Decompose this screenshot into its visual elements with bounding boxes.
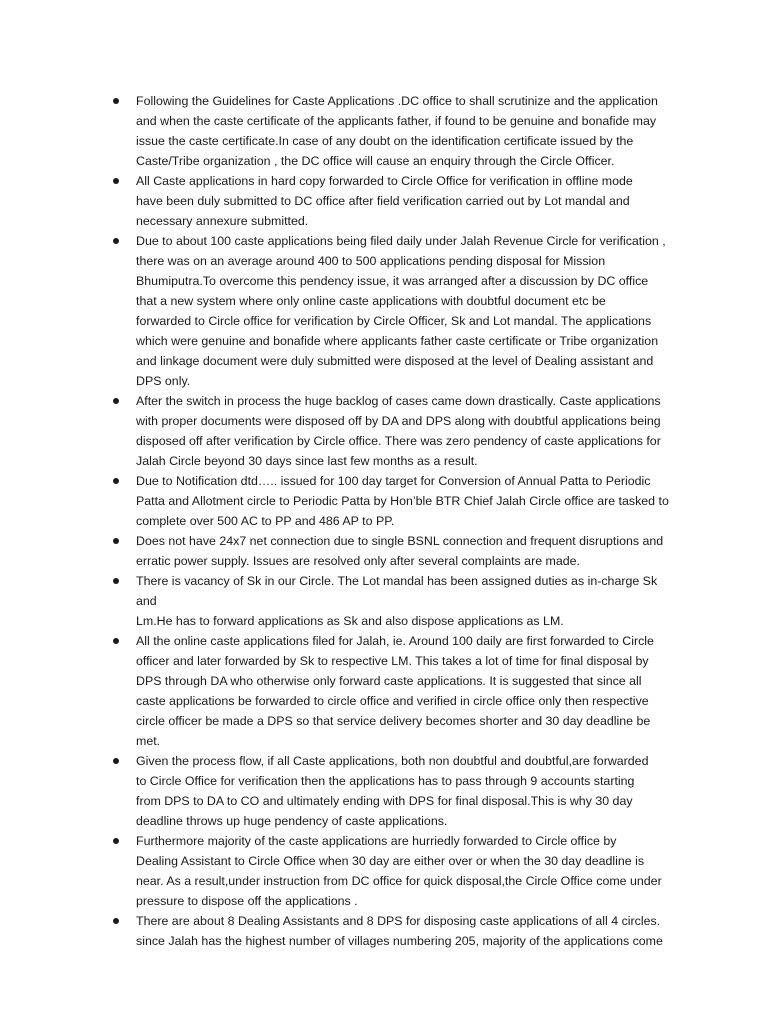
bullet-text-line: There are about 8 Dealing Assistants and 8 DPS for disposing caste applications of all 4 circles. xyxy=(136,914,661,928)
bullet-text-line: met. xyxy=(136,734,161,748)
bullet-text-line: Patta and Allotment circle to Periodic Patta by Hon’ble BTR Chief Jalah Circle office are tasked to xyxy=(136,494,669,508)
bullet-point-icon xyxy=(113,838,119,844)
bullet-item xyxy=(0,471,678,531)
bullet-text-line: to Circle Office for verification then the applications has to pass through 9 accounts starting xyxy=(136,774,635,788)
bullet-point-icon xyxy=(113,578,119,584)
bullet-item xyxy=(0,531,678,571)
bullet-text-line: Following the Guidelines for Caste Applications .DC office to shall scrutinize and the application xyxy=(136,94,658,108)
bullet-item xyxy=(0,571,678,631)
bullet-item xyxy=(0,91,678,171)
bullet-text-line: near. As a result,under instruction from DC office for quick disposal,the Circle Office come under xyxy=(136,874,662,888)
bullet-item xyxy=(0,831,678,911)
bullet-item xyxy=(0,631,678,751)
bullet-text-line: caste applications be forwarded to circle office and verified in circle office only then respective xyxy=(136,694,649,708)
bullet-item xyxy=(0,911,678,951)
bullet-text-line: circle officer be made a DPS so that service delivery becomes shorter and 30 day deadline be xyxy=(136,714,651,728)
bullet-text-line: Due to Notification dtd….. issued for 100 day target for Conversion of Annual Patta to Periodic xyxy=(136,474,651,488)
bullet-point-icon xyxy=(113,178,119,184)
bullet-item xyxy=(0,171,678,231)
bullet-point-icon xyxy=(113,638,119,644)
bullet-point-icon xyxy=(113,758,119,764)
bullet-text-line: forwarded to Circle office for verification by Circle Officer, Sk and Lot mandal. The applications xyxy=(136,314,652,328)
bullet-text-line: disposed off after verification by Circle office. There was zero pendency of caste applications for xyxy=(136,434,661,448)
bullet-text-line: All the online caste applications filed for Jalah, ie. Around 100 daily are first forwarded to Circle xyxy=(136,634,654,648)
bullet-text-line: Furthermore majority of the caste applications are hurriedly forwarded to Circle office by xyxy=(136,834,617,848)
bullet-text-line: have been duly submitted to DC office after field verification carried out by Lot mandal and xyxy=(136,194,630,208)
bullet-text-line: Caste/Tribe organization , the DC office will cause an enquiry through the Circle Officer. xyxy=(136,154,615,168)
bullet-point-icon xyxy=(113,98,119,104)
bullet-item xyxy=(0,391,678,471)
bullet-text-line: Bhumiputra.To overcome this pendency issue, it was arranged after a discussion by DC office xyxy=(136,274,649,288)
bullet-text-line: All Caste applications in hard copy forwarded to Circle Office for verification in offline mode xyxy=(136,174,633,188)
bullet-text-line: that a new system where only online caste applications with doubtful document etc be xyxy=(136,294,606,308)
bullet-point-icon xyxy=(113,238,119,244)
bullet-text-line: erratic power supply. Issues are resolved only after several complaints are made. xyxy=(136,554,580,568)
bullet-text-line: Lm.He has to forward applications as Sk and also dispose applications as LM. xyxy=(136,614,564,628)
bullet-text-line: DPS only. xyxy=(136,374,191,388)
bullet-text-line: necessary annexure submitted. xyxy=(136,214,309,228)
bullet-point-icon xyxy=(113,538,119,544)
bullet-point-icon xyxy=(113,398,119,404)
bullet-text-line: complete over 500 AC to PP and 486 AP to PP. xyxy=(136,514,395,528)
bullet-text-line: There is vacancy of Sk in our Circle. The Lot mandal has been assigned duties as in-charge Sk and xyxy=(136,574,658,608)
bullet-text-line: DPS through DA who otherwise only forward caste applications. It is suggested that since all xyxy=(136,674,642,688)
bullet-text-line: Due to about 100 caste applications being filed daily under Jalah Revenue Circle for verification , xyxy=(136,234,666,248)
bullet-text-line: deadline throws up huge pendency of caste applications. xyxy=(136,814,448,828)
bullet-text-line: and linkage document were duly submitted were disposed at the level of Dealing assistant and xyxy=(136,354,654,368)
bullet-list xyxy=(0,91,768,951)
bullet-text-line: Given the process flow, if all Caste applications, both non doubtful and doubtful,are forwarded xyxy=(136,754,649,768)
bullet-item xyxy=(0,231,678,391)
bullet-text-line: and when the caste certificate of the applicants father, if found to be genuine and bonafide may xyxy=(136,114,657,128)
bullet-text-line: which were genuine and bonafide where applicants father caste certificate or Tribe organization xyxy=(136,334,659,348)
bullet-text-line: officer and later forwarded by Sk to respective LM. This takes a lot of time for final disposal by xyxy=(136,654,649,668)
bullet-item xyxy=(0,751,678,831)
bullet-point-icon xyxy=(113,478,119,484)
bullet-text-line: Dealing Assistant to Circle Office when 30 day are either over or when the 30 day deadline is xyxy=(136,854,645,868)
bullet-text-line: pressure to dispose off the applications . xyxy=(136,894,358,908)
bullet-text-line: Jalah Circle beyond 30 days since last few months as a result. xyxy=(136,454,478,468)
bullet-text-line: with proper documents were disposed off by DA and DPS along with doubtful applications being xyxy=(136,414,661,428)
bullet-text-line: there was on an average around 400 to 500 applications pending disposal for Mission xyxy=(136,254,606,268)
bullet-text-line: After the switch in process the huge backlog of cases came down drastically. Caste applications xyxy=(136,394,661,408)
bullet-text-line: from DPS to DA to CO and ultimately ending with DPS for final disposal.This is why 30 day xyxy=(136,794,633,808)
bullet-point-icon xyxy=(113,918,119,924)
bullet-text-line: Does not have 24x7 net connection due to single BSNL connection and frequent disruptions and xyxy=(136,534,664,548)
bullet-text-line: issue the caste certificate.In case of any doubt on the identification certificate issued by the xyxy=(136,134,634,148)
bullet-text-line: since Jalah has the highest number of villages numbering 205, majority of the applications come xyxy=(136,934,663,948)
